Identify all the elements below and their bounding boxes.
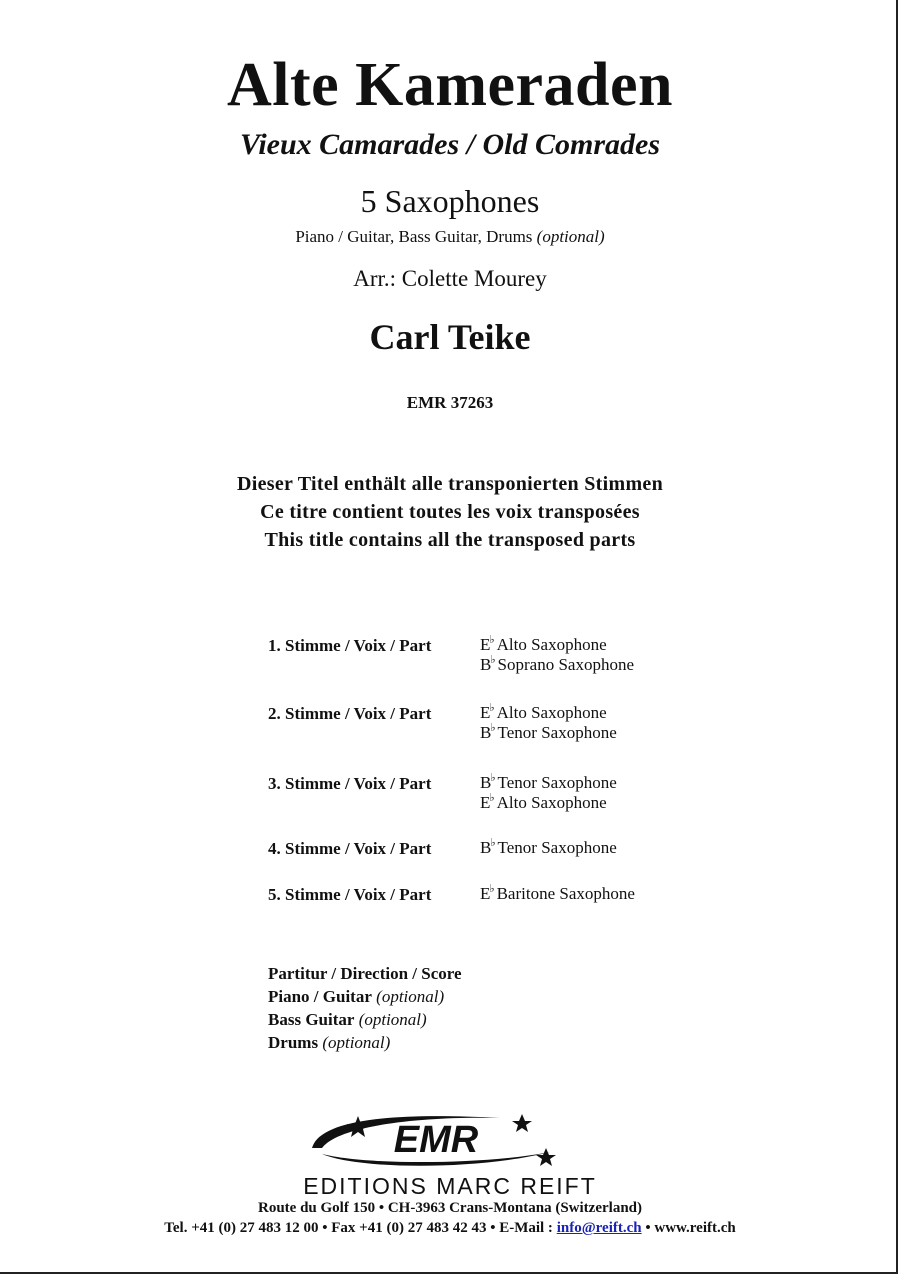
part-label: 5. Stimme / Voix / Part <box>268 885 432 904</box>
notice-line-de: Dieser Titel enthält alle transponierten Stimmen <box>236 473 664 495</box>
piece-subtitle: Vieux Camarades / Old Comrades <box>239 128 661 161</box>
email-link[interactable]: info@reift.ch <box>556 1220 642 1236</box>
publisher-contact <box>0 1220 900 1237</box>
piece-title: Alte Kameraden <box>226 51 674 119</box>
extra-item: Partitur / Direction / Score <box>268 964 462 983</box>
notice-line-en: This title contains all the transposed parts <box>264 529 636 551</box>
additional-parts <box>268 962 462 1054</box>
part-instrument: B♭ Tenor Saxophone <box>480 772 617 792</box>
part-label: 3. Stimme / Voix / Part <box>268 774 432 793</box>
part-instruments <box>480 839 617 859</box>
part-instruments <box>480 885 635 905</box>
part-label: 1. Stimme / Voix / Part <box>268 636 432 655</box>
part-instrument: E♭ Baritone Saxophone <box>480 883 635 903</box>
notice-line-fr: Ce titre contient toutes les voix transposées <box>260 501 640 523</box>
catalog-number: EMR 37263 <box>406 393 494 412</box>
extra-item: Bass Guitar (optional) <box>268 1010 427 1029</box>
part-instrument: B♭ Tenor Saxophone <box>480 837 617 857</box>
part-instruments <box>480 636 634 676</box>
extra-item: Drums (optional) <box>268 1033 391 1052</box>
extra-item: Piano / Guitar (optional) <box>268 987 445 1006</box>
publisher-name: EDITIONS MARC REIFT <box>303 1173 597 1199</box>
instrumentation-sub <box>0 227 900 247</box>
part-instrument: E♭ Alto Saxophone <box>480 702 607 722</box>
publisher-address: Route du Golf 150 • CH-3963 Crans-Montana (Switzerland) <box>258 1200 642 1216</box>
part-instruments <box>480 774 617 814</box>
instrumentation-sub-text: Piano / Guitar, Bass Guitar, Drums <box>295 227 533 246</box>
contact-website: • www.reift.ch <box>641 1220 736 1236</box>
part-instrument: B♭ Soprano Saxophone <box>480 654 635 674</box>
contact-phone-fax: Tel. +41 (0) 27 483 12 00 • Fax +41 (0) 27 483 42 43 • E-Mail : <box>164 1220 557 1236</box>
part-instrument: E♭ Alto Saxophone <box>480 634 607 654</box>
instrumentation: 5 Saxophones <box>360 183 540 219</box>
emr-logo <box>300 1108 570 1172</box>
part-instrument: E♭ Alto Saxophone <box>480 792 607 812</box>
part-instrument: B♭ Tenor Saxophone <box>480 722 617 742</box>
optional-note: (optional) <box>536 227 605 246</box>
arranger: Arr.: Colette Mourey <box>353 266 547 291</box>
part-label: 4. Stimme / Voix / Part <box>268 839 432 858</box>
part-label: 2. Stimme / Voix / Part <box>268 704 432 723</box>
transposition-notice <box>0 470 900 554</box>
logo-text: EMR <box>393 1119 479 1161</box>
part-instruments <box>480 704 617 744</box>
composer: Carl Teike <box>369 317 531 357</box>
